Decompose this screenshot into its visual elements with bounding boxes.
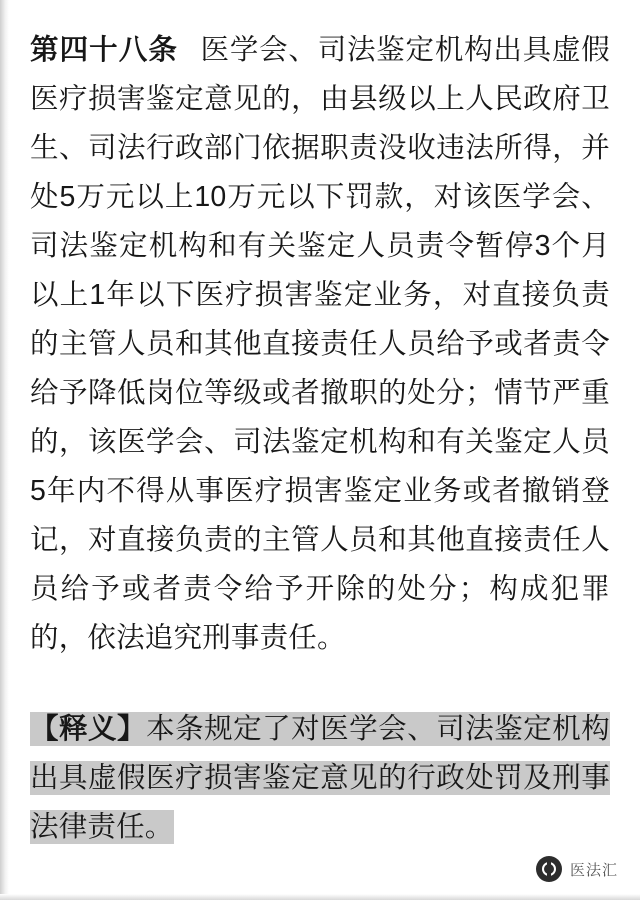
page-edge-shadow-left: [0, 0, 9, 900]
account-name: 医法汇: [569, 861, 618, 879]
commentary-body-text: 本条规定了对医学会、司法鉴定机构出具虚假医疗损害鉴定意见的行政处罚及刑事法律责任。: [30, 713, 610, 844]
commentary-highlight: [30, 712, 610, 844]
article-body-text: 医学会、司法鉴定机构出具虚假医疗损害鉴定意见的，由县级以上人民政府卫生、司法行政部门依据职责没收违法所得，并处5万元以上10万元以下罚款，对该医学会、司法鉴定机构和有关鉴定人员责令暂停3个月以上1年以下医疗损害鉴定业务，对直接负责的主管人员和其他直接责任人员给予或者责令给予降低岗位等级或者撤职的处分；情节严重的，该医学会、司法鉴定机构和有关鉴定人员5年内不得从事医疗损害鉴定业务或者撤销登记，对直接负责的主管人员和其他直接责任人员给予或者责令给予开除的处分；构成犯罪的，依法追究刑事责任。: [30, 34, 610, 655]
page-edge-shadow-bottom: [0, 894, 640, 900]
commentary-paragraph: [30, 705, 610, 852]
commentary-label: 【释义】: [30, 713, 147, 746]
article-paragraph: [30, 26, 610, 663]
footer-watermark: [536, 856, 618, 882]
circle-logo-icon: [536, 856, 562, 882]
article-number: 第四十八条: [30, 34, 178, 66]
